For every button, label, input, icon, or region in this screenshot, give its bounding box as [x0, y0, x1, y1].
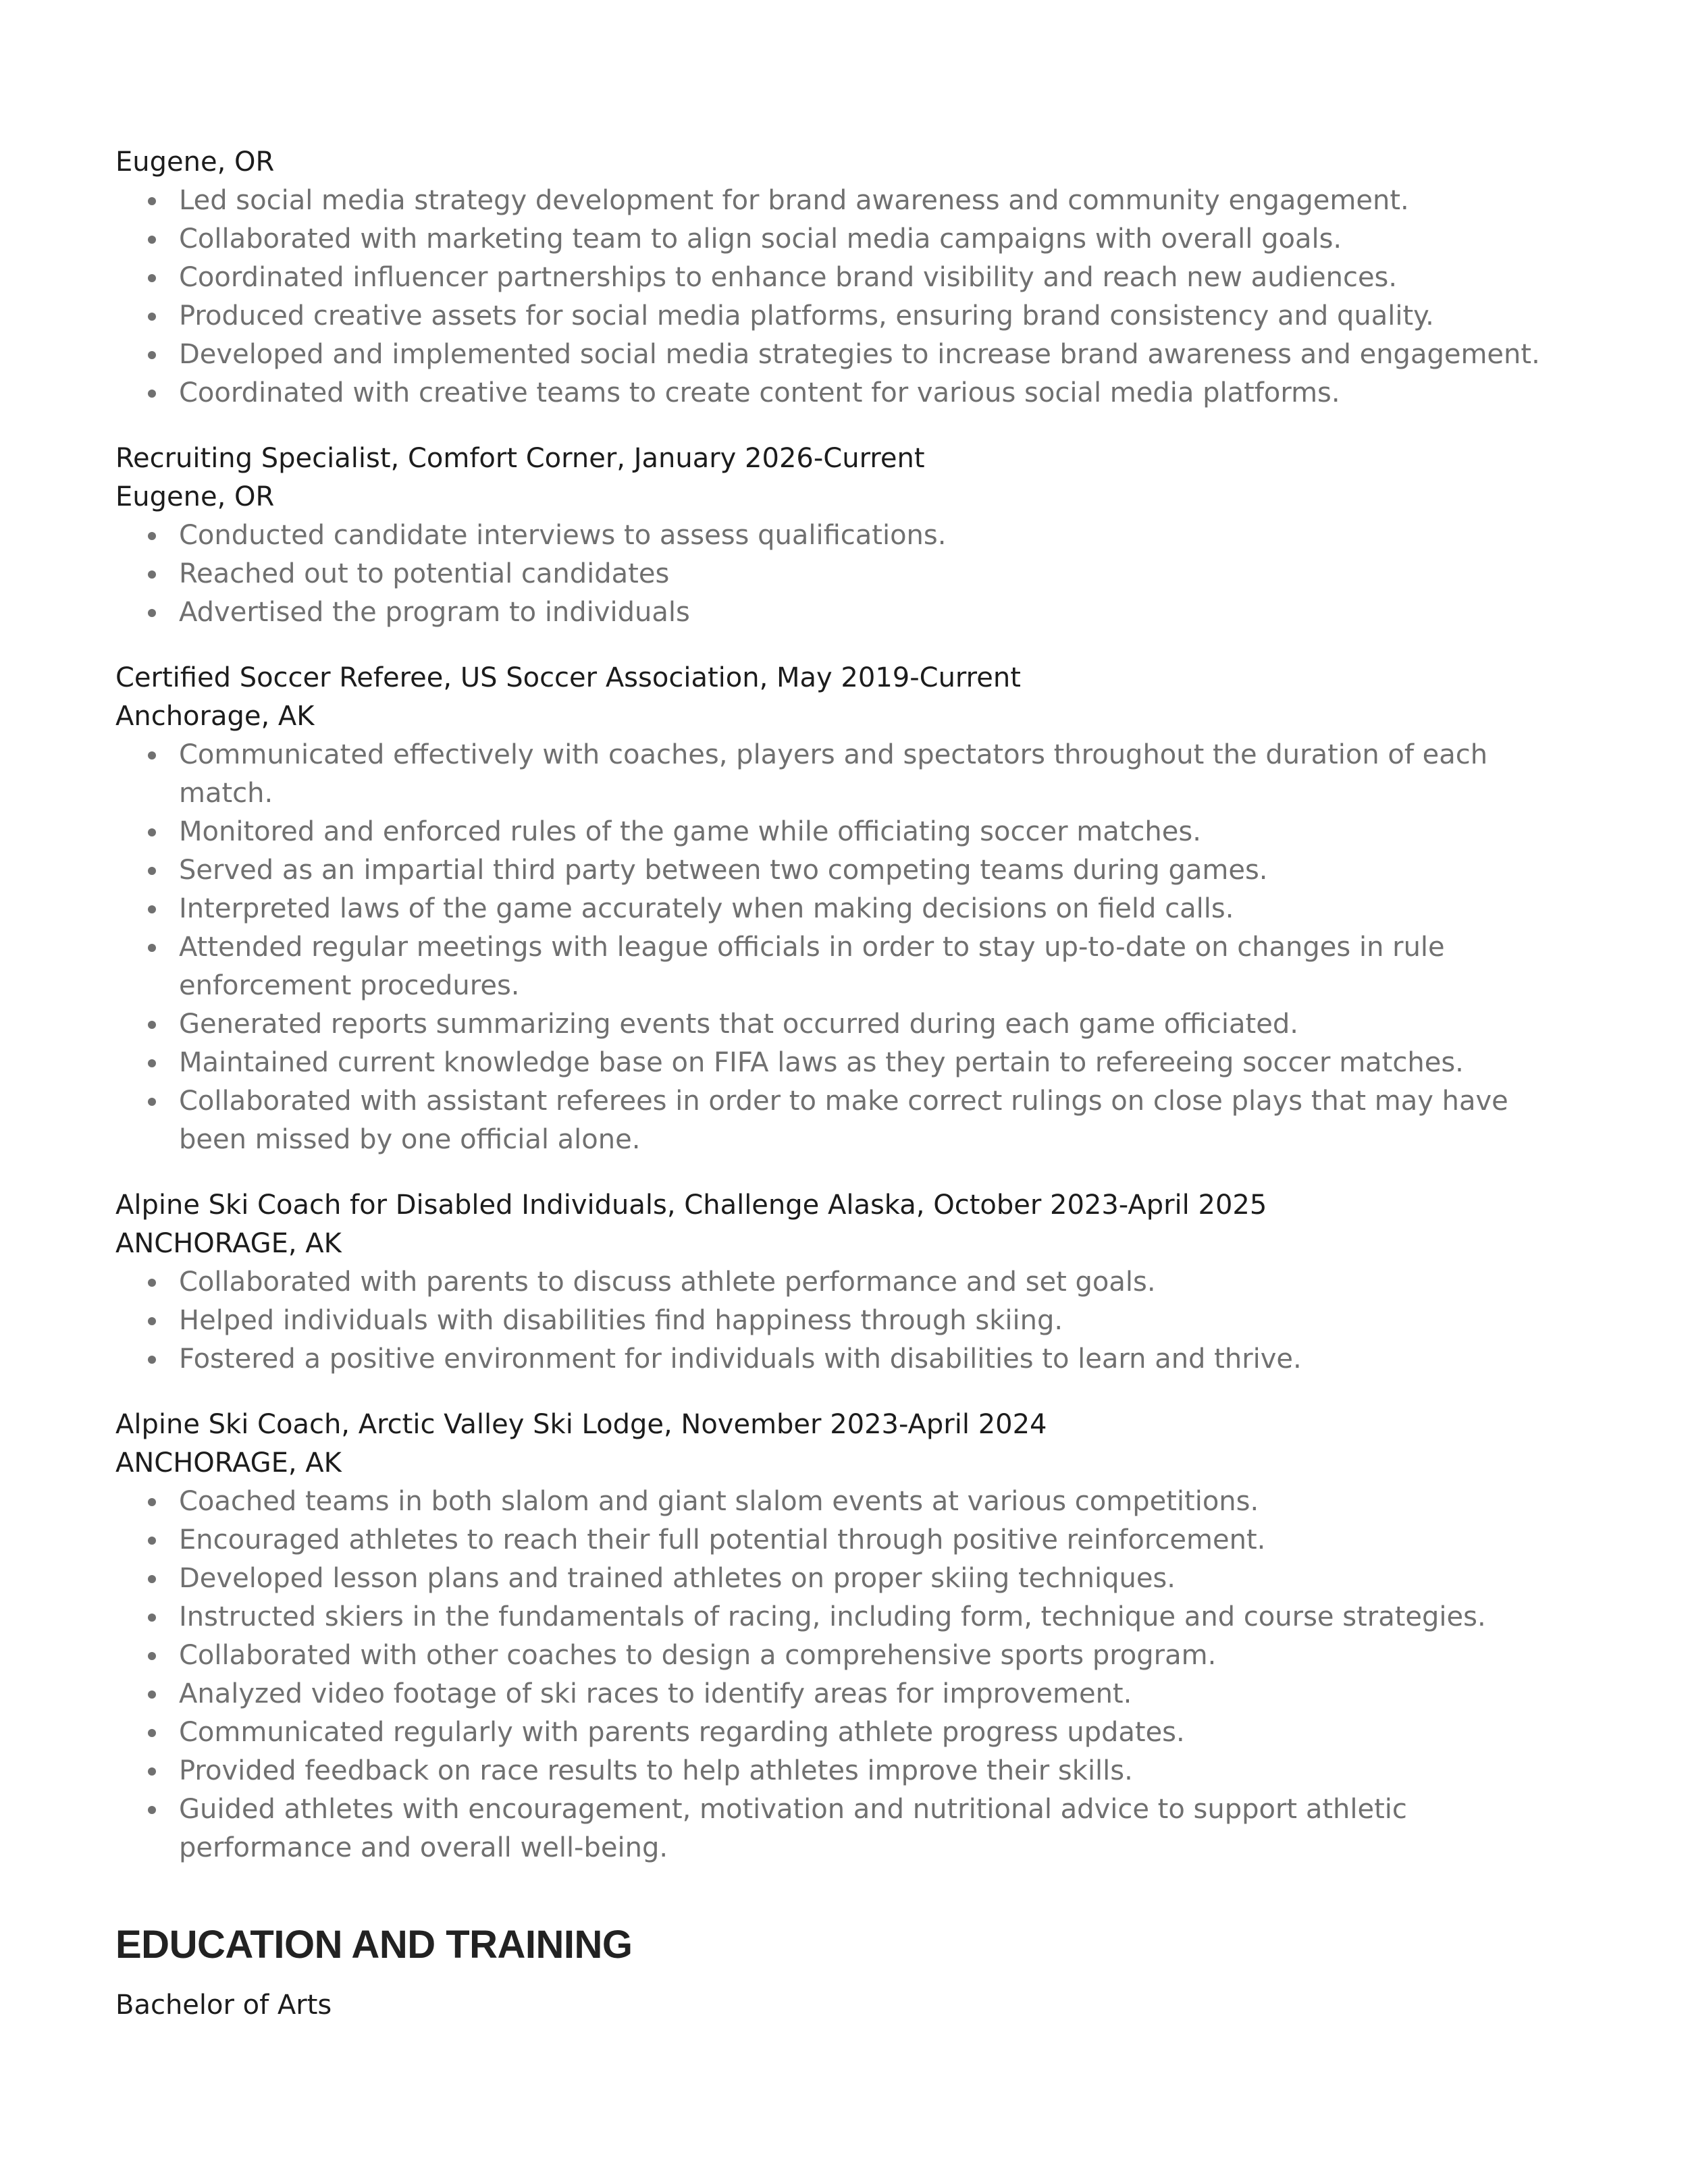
bullet-item: Attended regular meetings with league officials in order to stay up-to-date on changes in rule enforcement procedures. — [115, 928, 1581, 1005]
job-bullets — [115, 516, 1581, 632]
bullet-item: Helped individuals with disabilities find happiness through skiing. — [115, 1302, 1581, 1340]
education-section — [115, 1921, 1581, 2025]
job-location: ANCHORAGE, AK — [115, 1447, 342, 1479]
resume-page — [115, 143, 1581, 2025]
bullet-item: Conducted candidate interviews to assess qualifications. — [115, 516, 1581, 555]
bullet-item: Analyzed video footage of ski races to identify areas for improvement. — [115, 1675, 1581, 1713]
job-location: ANCHORAGE, AK — [115, 1228, 342, 1259]
job-bullets — [115, 182, 1581, 412]
bullet-item: Communicated effectively with coaches, players and spectators throughout the duration of each match. — [115, 736, 1581, 813]
job-entry — [115, 143, 1581, 412]
bullet-item: Collaborated with assistant referees in order to make correct rulings on close plays that may have been missed by one official alone. — [115, 1082, 1581, 1159]
job-location: Eugene, OR — [115, 481, 275, 512]
bullet-item: Collaborated with other coaches to design a comprehensive sports program. — [115, 1636, 1581, 1675]
bullet-item: Produced creative assets for social media platforms, ensuring brand consistency and quality. — [115, 297, 1581, 336]
bullet-item: Instructed skiers in the fundamentals of racing, including form, technique and course strategies. — [115, 1598, 1581, 1636]
bullet-item: Provided feedback on race results to help athletes improve their skills. — [115, 1752, 1581, 1790]
bullet-item: Interpreted laws of the game accurately when making decisions on field calls. — [115, 890, 1581, 928]
bullet-item: Maintained current knowledge base on FIFA laws as they pertain to refereeing soccer matches. — [115, 1044, 1581, 1082]
bullet-item: Served as an impartial third party between two competing teams during games. — [115, 851, 1581, 890]
job-title: Certified Soccer Referee, US Soccer Association, May 2019-Current — [115, 662, 1021, 693]
bullet-item: Coordinated with creative teams to create content for various social media platforms. — [115, 374, 1581, 412]
job-bullets — [115, 1483, 1581, 1867]
job-bullets — [115, 736, 1581, 1159]
bullet-item: Encouraged athletes to reach their full potential through positive reinforcement. — [115, 1521, 1581, 1560]
job-title: Alpine Ski Coach for Disabled Individuals, Challenge Alaska, October 2023-April 2025 — [115, 1190, 1267, 1221]
job-title: Recruiting Specialist, Comfort Corner, January 2026-Current — [115, 443, 925, 474]
bullet-item: Coordinated influencer partnerships to enhance brand visibility and reach new audiences. — [115, 259, 1581, 297]
bullet-item: Coached teams in both slalom and giant slalom events at various competitions. — [115, 1483, 1581, 1521]
bullet-item: Developed lesson plans and trained athletes on proper skiing techniques. — [115, 1560, 1581, 1598]
job-entry — [115, 1406, 1581, 1867]
bullet-item: Collaborated with marketing team to align social media campaigns with overall goals. — [115, 220, 1581, 259]
bullet-item: Developed and implemented social media strategies to increase brand awareness and engagement. — [115, 336, 1581, 374]
bullet-item: Monitored and enforced rules of the game while officiating soccer matches. — [115, 813, 1581, 851]
bullet-item: Fostered a positive environment for individuals with disabilities to learn and thrive. — [115, 1340, 1581, 1379]
bullet-item: Generated reports summarizing events that occurred during each game officiated. — [115, 1005, 1581, 1044]
bullet-item: Advertised the program to individuals — [115, 593, 1581, 632]
job-location: Anchorage, AK — [115, 701, 315, 732]
job-location: Eugene, OR — [115, 147, 275, 178]
job-entry — [115, 1186, 1581, 1379]
bullet-item: Led social media strategy development for brand awareness and community engagement. — [115, 182, 1581, 220]
bullet-item: Communicated regularly with parents regarding athlete progress updates. — [115, 1713, 1581, 1752]
bullet-item: Guided athletes with encouragement, motivation and nutritional advice to support athletic performance and overall well-being. — [115, 1790, 1581, 1867]
degree: Bachelor of Arts — [115, 1990, 332, 2021]
job-bullets — [115, 1263, 1581, 1379]
bullet-item: Reached out to potential candidates — [115, 555, 1581, 593]
job-title: Alpine Ski Coach, Arctic Valley Ski Lodge, November 2023-April 2024 — [115, 1409, 1047, 1440]
education-heading: EDUCATION AND TRAINING — [115, 1923, 633, 1967]
job-entry — [115, 659, 1581, 1159]
bullet-item: Collaborated with parents to discuss athlete performance and set goals. — [115, 1263, 1581, 1302]
work-history — [115, 143, 1581, 1867]
job-entry — [115, 440, 1581, 632]
